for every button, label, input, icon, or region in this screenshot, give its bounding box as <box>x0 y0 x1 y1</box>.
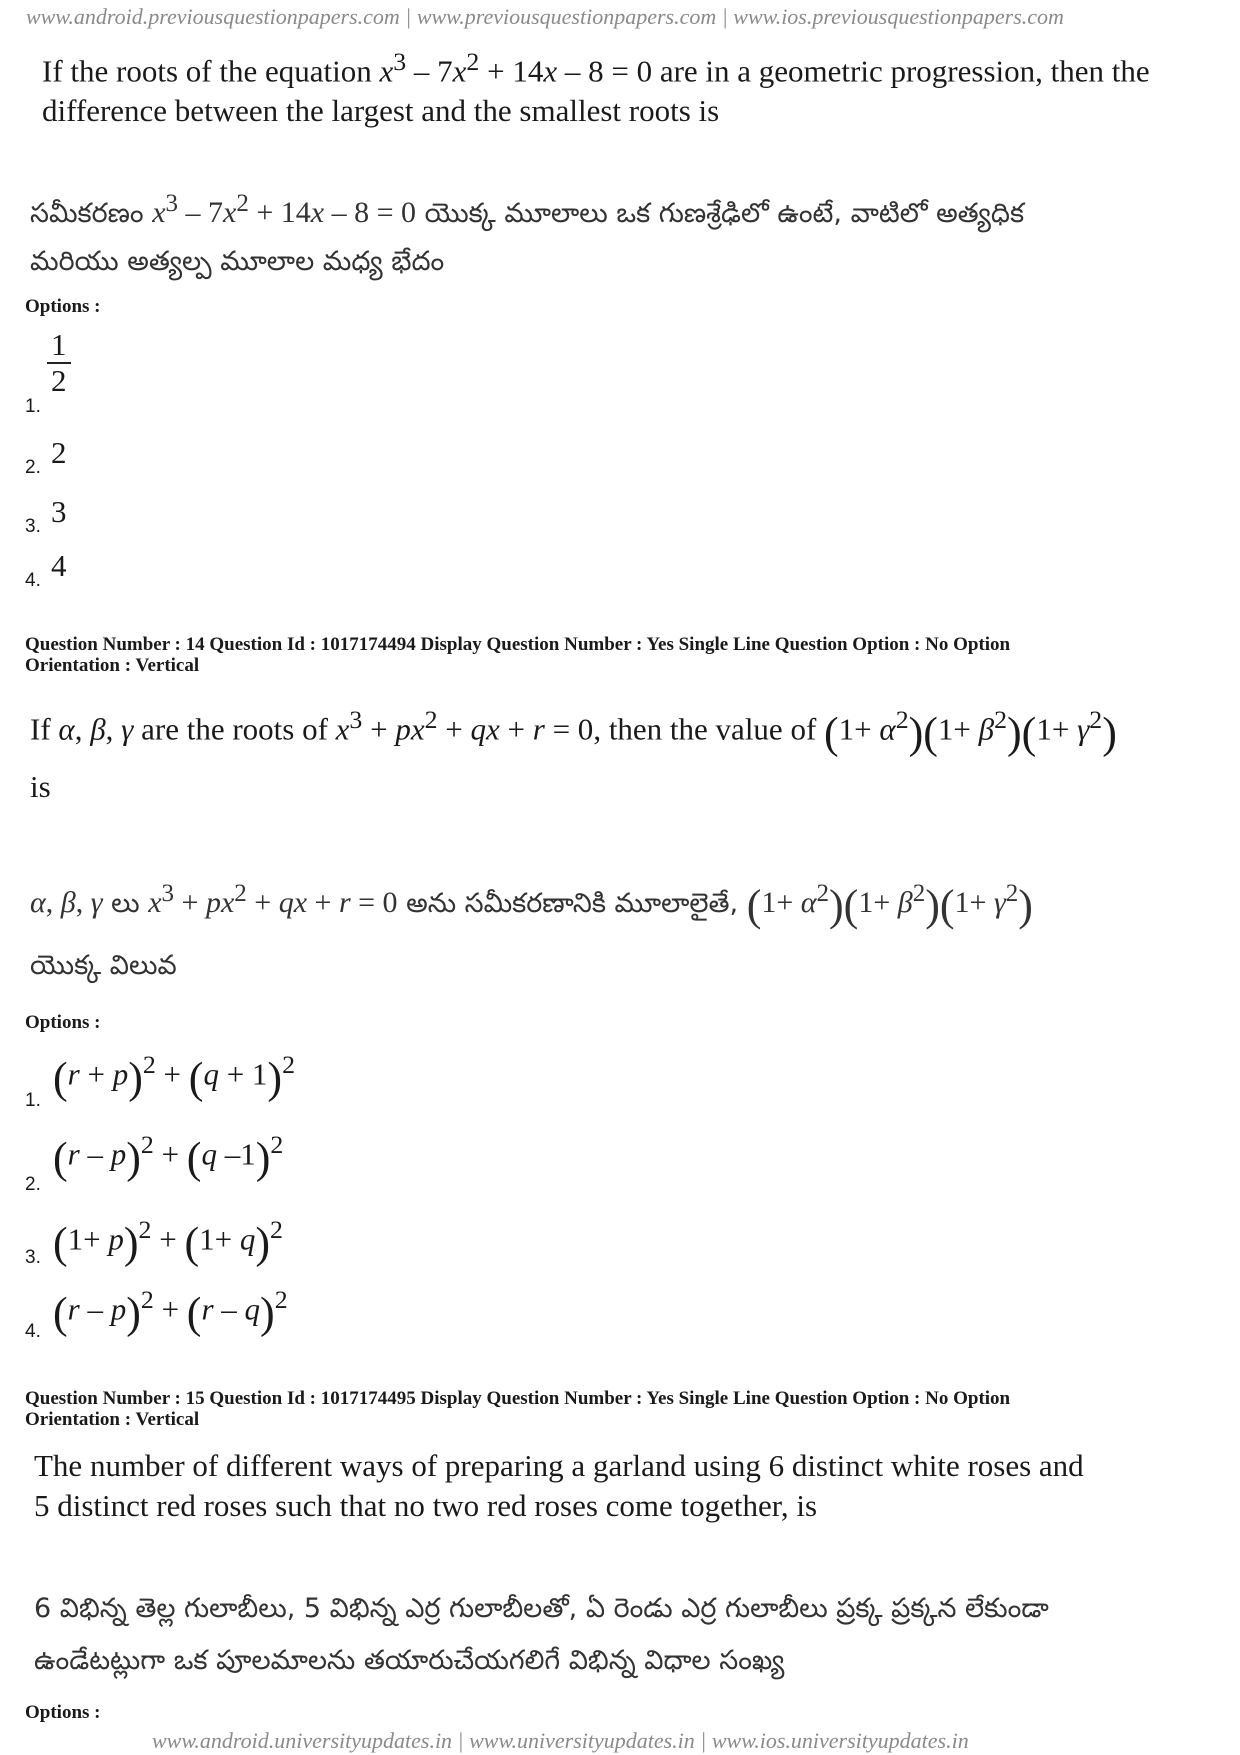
option-number: 1. <box>25 1090 41 1111</box>
option-number: 4. <box>25 570 41 591</box>
q14-telugu-text: α, β, γ లు $x^3 + px^2$ + qx + r = 0 అను సమీకరణానికి మూలాలైతే, $(1+ \alpha^2)(1+ \beta^2)(1+ \gamma^2)$ యొక్క విలువ <box>30 880 1033 981</box>
option-value: 2 <box>51 435 67 470</box>
option-number: 3. <box>25 1247 41 1268</box>
q13-english-text: If the roots of the equation $x^3 - 7x^2 + 14x - 8 = 0$ are in a geometric progression, then the difference between the largest and the smallest roots is <box>42 47 1150 129</box>
q13-telugu-text: సమీకరణం $x^3 - 7x^2 + 14x - 8 = 0$ యొక్క మూలాలు ఒక గుణశ్రేఢిలో ఉంటే, వాటిలో అత్యధిక మరియు అత్యల్ప మూలాల మధ్య భేదం <box>30 190 1025 277</box>
option-value: 4 <box>51 548 67 583</box>
q14-options-label: Options : <box>25 1012 101 1033</box>
q15-options-label: Options : <box>25 1702 101 1723</box>
option-number: 2. <box>25 1174 41 1195</box>
option-value-expression: $(r + p)^2 + (q + 1)^2$ <box>53 1050 295 1103</box>
option-number: 3. <box>25 516 41 537</box>
option-number: 1. <box>25 396 41 417</box>
option-value: 3 <box>51 494 67 529</box>
q15-english-text: The number of different ways of preparing a garland using 6 distinct white roses and 5 distinct red roses such that no two red roses come together, is <box>34 1448 1084 1523</box>
option-number: 4. <box>25 1321 41 1342</box>
q13-options-label: Options : <box>25 296 101 317</box>
page-footer-watermark: www.android.universityupdates.in | www.universityupdates.in | www.ios.universityupdates.in <box>152 1728 969 1753</box>
option-value-expression: (r – p)$^2$ + (r – q)$^2$ <box>53 1285 288 1338</box>
option-value-expression: (r – p)$^2$ + (q –1)$^2$ <box>53 1130 284 1183</box>
option-value-expression: $(1+ p)^2 + (1+ q)^2$ <box>53 1215 283 1268</box>
option-number: 2. <box>25 457 41 478</box>
q14-english-text: If α, β, γ are the roots of $x^3 + px^2$ + qx + r = 0, then the value of $(1+ \alpha^2)(1+ \beta^2)(1+ \gamma^2)$ is <box>30 705 1117 805</box>
q15-metadata: Question Number : 15 Question Id : 1017174495 Display Question Number : Yes Single Line Question Option : No Option Orientation : Vertical <box>25 1388 1011 1430</box>
q14-metadata: Question Number : 14 Question Id : 1017174494 Display Question Number : Yes Single Line Question Option : No Option Orientation : Vertical <box>25 634 1011 676</box>
page-header-watermark: www.android.previousquestionpapers.com | www.previousquestionpapers.com | www.ios.previousquestionpapers.com <box>26 4 1064 29</box>
q15-telugu-text: 6 విభిన్న తెల్ల గులాబీలు, 5 విభిన్న ఎర్ర గులాబీలతో, ఏ రెండు ఎర్ర గులాబీలు ప్రక్క ప్రక్కన లేకుండా ఉండేటట్లుగా ఒక పూలమాలను తయారుచేయగలిగే విభిన్న విధాల సంఖ్య <box>34 1593 1049 1676</box>
option-value-fraction: $\frac{1}{2}$ <box>47 328 71 398</box>
